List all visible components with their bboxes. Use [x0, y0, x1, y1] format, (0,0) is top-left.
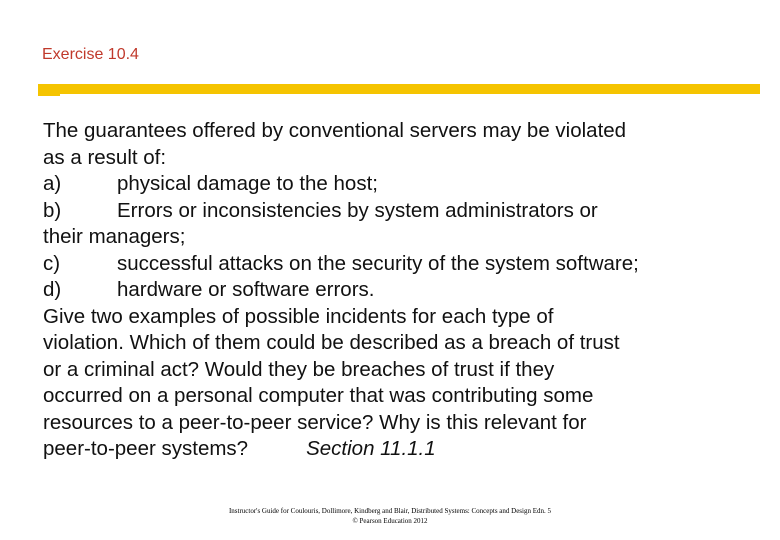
footer-copyright: © Pearson Education 2012	[352, 517, 428, 525]
prompt-line: violation. Which of them could be described as a breach of trust	[43, 331, 620, 354]
section-reference: Section 11.1.1	[306, 437, 436, 460]
list-item	[43, 277, 763, 304]
prompt-line: Give two examples of possible incidents for each type of	[43, 304, 554, 328]
item-marker: b)	[43, 198, 62, 222]
list-item	[43, 251, 763, 278]
item-text: physical damage to the host;	[117, 172, 378, 195]
footer	[0, 506, 780, 526]
intro-line: The guarantees offered by conventional servers may be violated	[43, 119, 627, 142]
list-item	[43, 171, 763, 198]
prompt-line: resources to a peer-to-peer service? Why is this relevant for	[43, 410, 587, 434]
title-underline-bar	[38, 84, 760, 94]
exercise-body	[43, 118, 763, 463]
intro-line: as a result of:	[43, 145, 167, 169]
prompt-last-line	[43, 436, 763, 463]
prompt-line: or a criminal act? Would they be breaches of trust if they	[43, 357, 555, 381]
title-underline-notch	[38, 94, 60, 96]
prompt-text: peer-to-peer systems?	[43, 437, 249, 460]
prompt-line: occurred on a personal computer that was contributing some	[43, 384, 594, 407]
list-item	[43, 198, 763, 225]
item-marker: d)	[43, 278, 62, 301]
item-marker: a)	[43, 172, 62, 195]
footer-citation: Instructor's Guide for Coulouris, Dollimore, Kindberg and Blair, Distributed Systems: Concepts and Design Edn. 5	[228, 507, 552, 515]
item-text: successful attacks on the security of the system software;	[117, 251, 639, 275]
slide-title: Exercise 10.4	[42, 46, 139, 63]
list-item-continuation: their managers;	[43, 225, 186, 248]
item-marker: c)	[43, 251, 61, 275]
item-text: hardware or software errors.	[117, 278, 375, 301]
item-text: Errors or inconsistencies by system administrators or	[117, 198, 598, 222]
